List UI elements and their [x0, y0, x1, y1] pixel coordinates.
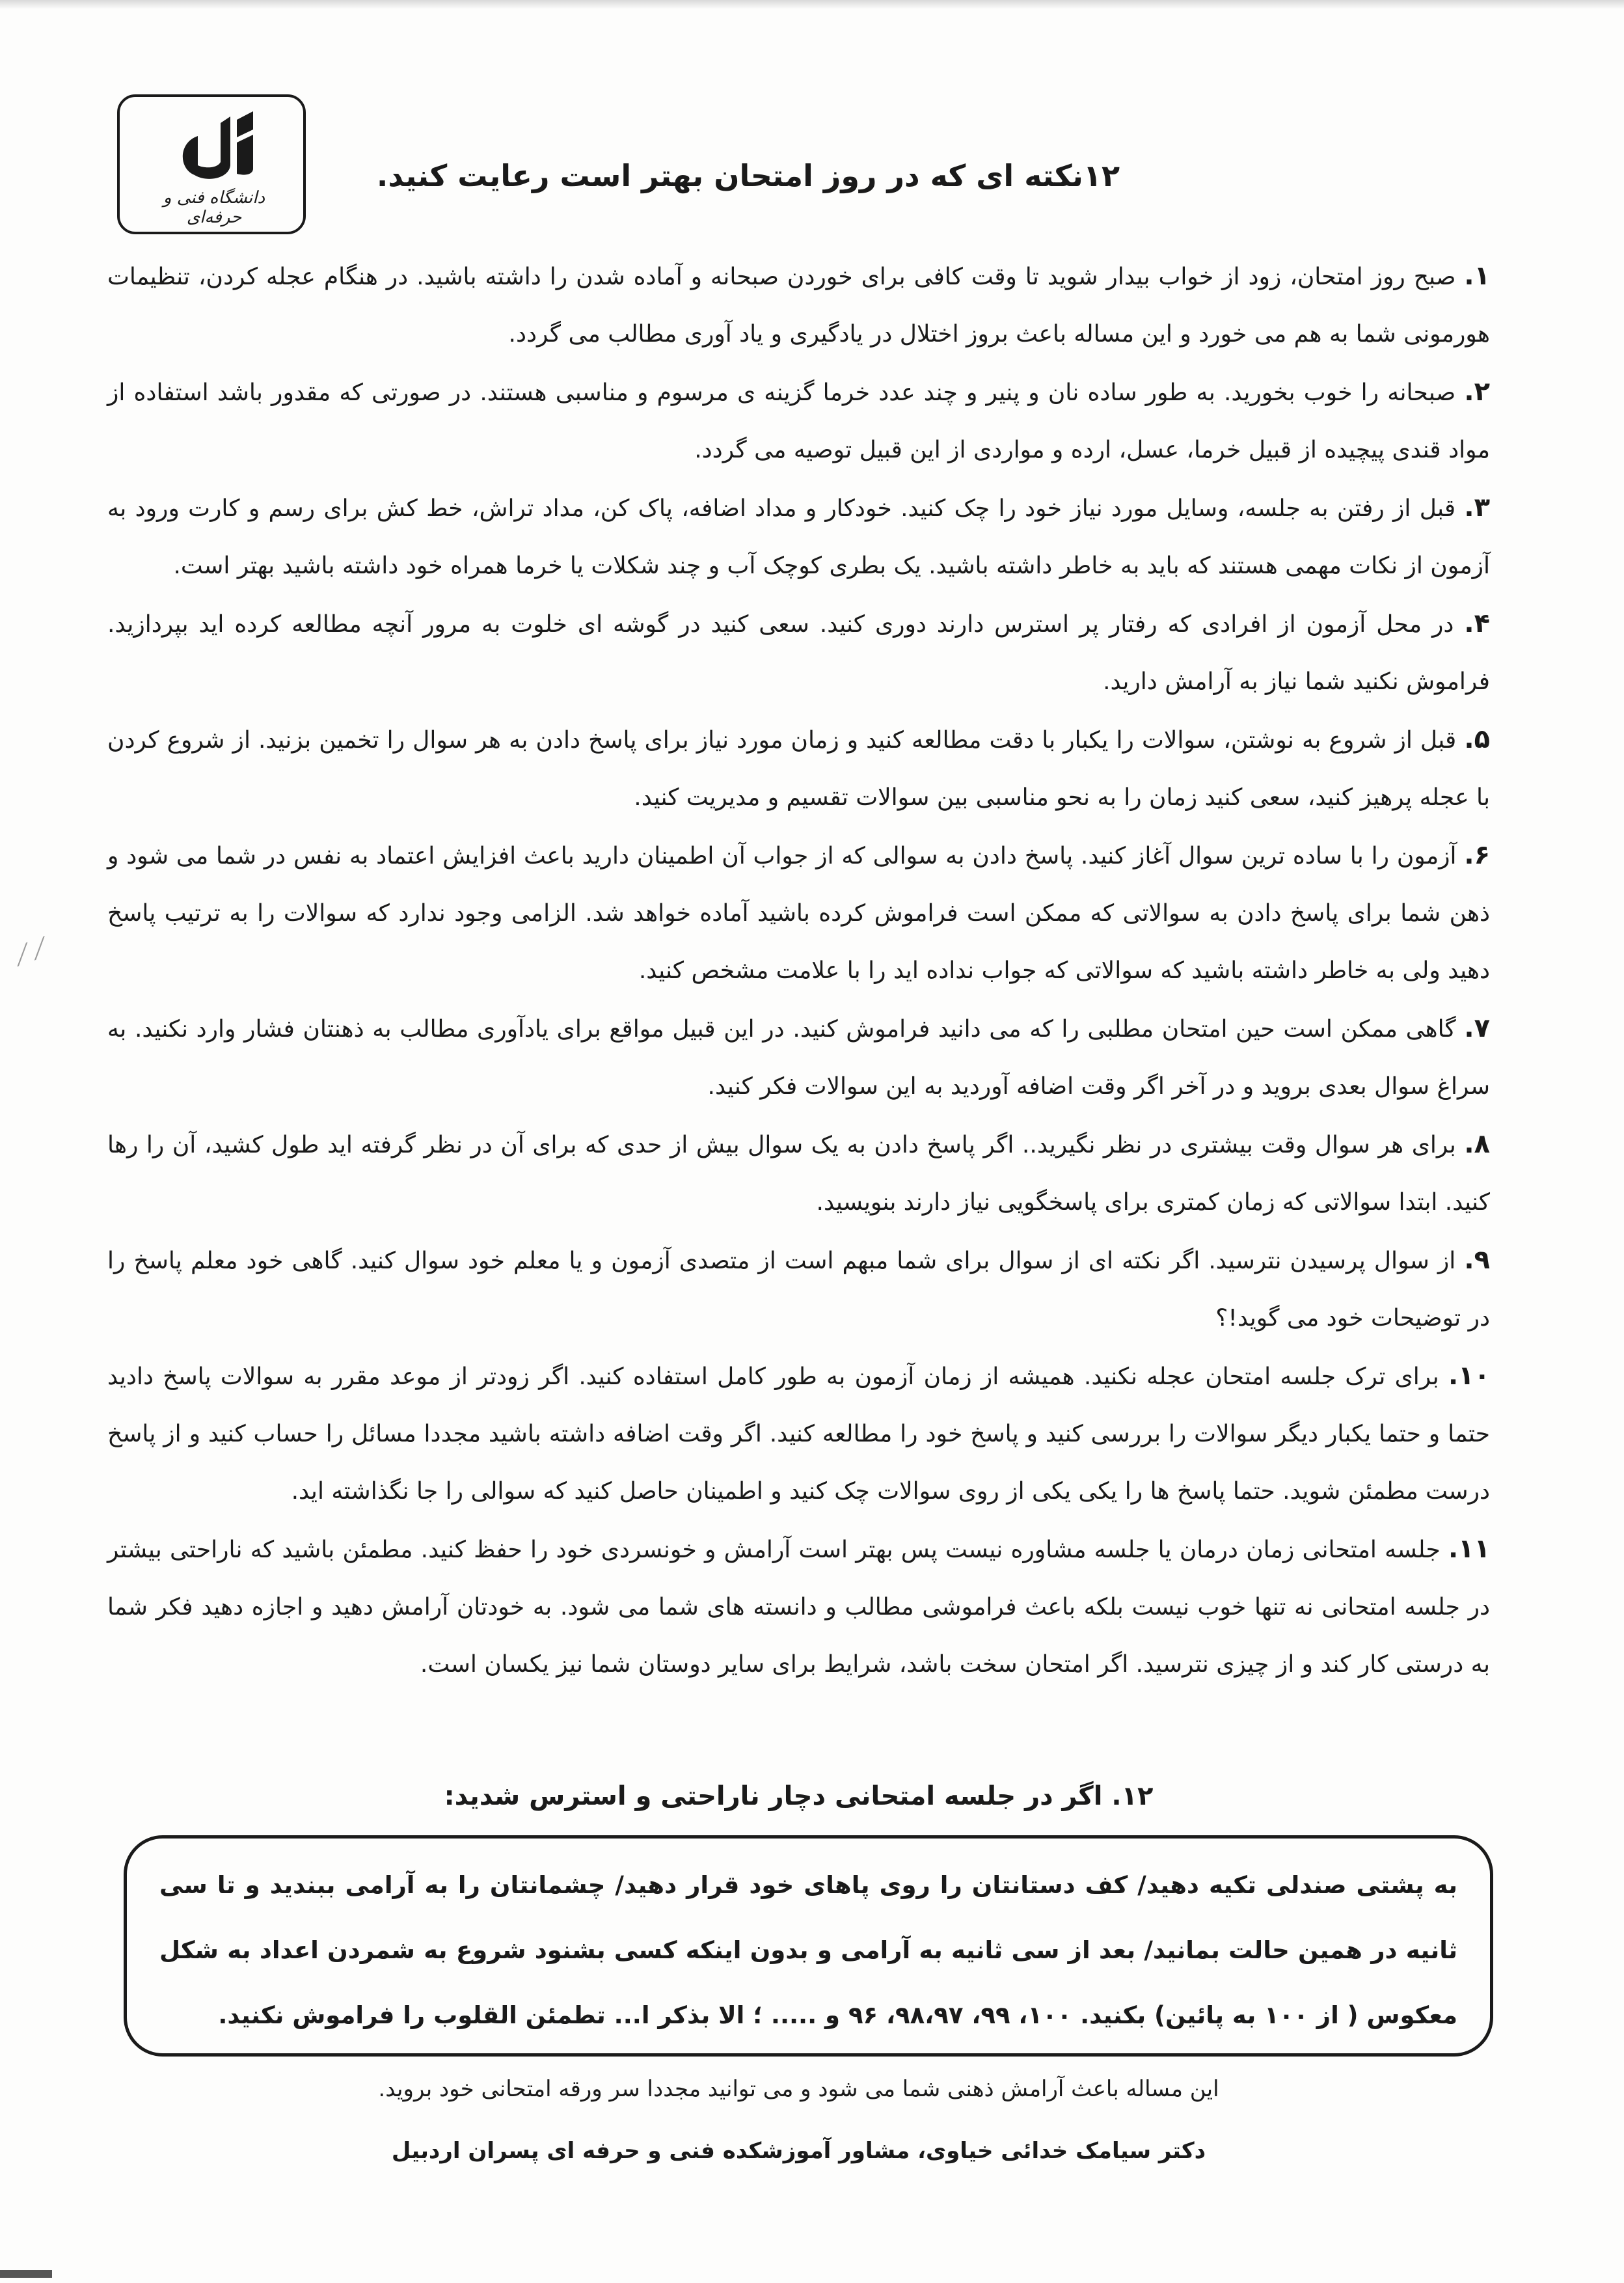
- relaxation-text: به پشتی صندلی تکیه دهید/ کف دستانتان را روی پاهای خود قرار دهید/ چشمانتان را به آرامی ببندید و تا سی ثانیه در همین حالت بمانید/ بعد از سی ثانیه به آرامی و بدون اینکه کسی بشنود شروع به شمردن اعداد به شکل معکوس ( از ۱۰۰ به پائین) بکنید. ۱۰۰، ۹۹، ۹۸،۹۷، ۹۶ و ..... ؛ الا بذکر ا... تطمئن القلوب را فراموش نکنید.: [159, 1871, 1457, 2029]
- tip-number: ۳.: [1464, 493, 1490, 523]
- scan-bottom-strip: [0, 2270, 52, 2278]
- tip-7: [107, 1000, 1490, 1115]
- relaxation-box: [124, 1835, 1493, 2057]
- logo-emblem-icon: [133, 103, 295, 188]
- page-title: ۱۲نکته ای که در روز امتحان بهتر است رعایت کنید.: [376, 158, 1120, 193]
- tip-number: ۱.: [1464, 261, 1490, 291]
- author-signature: دکتر سیامک خدائی خیاوی، مشاور آموزشکده فنی و حرفه ای پسران اردبیل: [391, 2138, 1206, 2164]
- tip-2: [107, 363, 1490, 479]
- tip-12-heading: ۱۲. اگر در جلسه امتحانی دچار ناراحتی و استرس شدید:: [444, 1781, 1154, 1811]
- scan-artifact-mark: ⟋⟋: [8, 931, 54, 973]
- tip-number: ۱۱.: [1448, 1534, 1490, 1564]
- tip-text: گاهی ممکن است حین امتحان مطلبی را که می دانید فراموش کنید. در این قبیل مواقع برای یادآوری مطالب به ذهنتان فشار وارد نکنید. به سراغ سوال بعدی بروید و در آخر اگر وقت اضافه آوردید به این سوالات فکر کنید.: [107, 1016, 1490, 1100]
- tip-text: صبحانه را خوب بخورید. به طور ساده نان و پنیر و چند عدد خرما گزینه ی مرسوم و مناسبی هستند. در صورتی که مقدور باشد استفاده از مواد قندی پیچیده از قبیل خرما، عسل، ارده و مواردی از این قبیل توصیه می گردد.: [107, 379, 1490, 463]
- tip-text: جلسه امتحانی زمان درمان یا جلسه مشاوره نیست پس بهتر است آرامش و خونسردی خود را حفظ کنید. مطمئن باشید که ناراحتی بیشتر در جلسه امتحانی نه تنها خوب نیست بلکه باعث فراموشی مطالب و دانسته های شما می شود. به خودتان آرامش دهید و اجازه دهید فکر شما به درستی کار کند و از چیزی نترسید. اگر امتحان سخت باشد، شرایط برای سایر دوستان شما نیز یکسان است.: [107, 1537, 1490, 1678]
- tip-1: [107, 247, 1490, 363]
- tip-text: قبل از شروع به نوشتن، سوالات را یکبار با دقت مطالعه کنید و زمان مورد نیاز برای پاسخ دادن به هر سوال را تخمین بزنید. از شروع کردن با عجله پرهیز کنید، سعی کنید زمان را به نحو مناسبی بین سوالات تقسیم و مدیریت کنید.: [107, 727, 1490, 811]
- tip-4: [107, 595, 1490, 711]
- tip-8: [107, 1115, 1490, 1231]
- tip-text: برای ترک جلسه امتحان عجله نکنید. همیشه از زمان آزمون به طور کامل استفاده کنید. اگر زودتر از موعد مقرر به سوالات پاسخ دادید حتما و حتما یکبار دیگر سوالات را بررسی کنید و پاسخ خود را مطالعه کنید. اگر وقت اضافه داشته باشید مجددا مسائل را حساب کنید و از پاسخ درست مطمئن شوید. حتما پاسخ ها را یکی یکی از روی سوالات چک کنید و اطمینان حاصل کنید که سوالی را جا نگذاشته اید.: [107, 1363, 1490, 1505]
- closing-note: این مساله باعث آرامش ذهنی شما می شود و می توانید مجددا سر ورقه امتحانی خود بروید.: [378, 2076, 1219, 2102]
- tip-number: ۱۰.: [1448, 1361, 1490, 1391]
- tip-text: آزمون را با ساده ترین سوال آغاز کنید. پاسخ دادن به سوالی که از جواب آن اطمینان دارید باعث افزایش اعتماد به نفس در شما می شود و ذهن شما برای پاسخ دادن به سوالاتی که ممکن است فراموش کرده باشید آماده خواهد شد. الزامی وجود ندارد که سوالات را به ترتیب پاسخ دهید ولی به خاطر داشته باشید که سوالاتی که جواب نداده اید را با علامت مشخص کنید.: [107, 843, 1490, 984]
- tip-6: [107, 827, 1490, 1000]
- tip-9: [107, 1231, 1490, 1347]
- tip-3: [107, 479, 1490, 595]
- tip-number: ۸.: [1464, 1129, 1490, 1159]
- scan-top-edge: [0, 0, 1624, 9]
- tip-number: ۴.: [1464, 608, 1490, 638]
- tip-number: ۲.: [1464, 377, 1490, 407]
- logo-caption: دانشگاه فنی و حرفه‌ای: [163, 188, 265, 227]
- tip-text: در محل آزمون از افرادی که رفتار پر استرس دارند دوری کنید. سعی کنید در گوشه ای خلوت به مرور آنچه مطالعه کرده اید بپردازید. فراموش نکنید شما نیاز به آرامش دارید.: [107, 611, 1490, 695]
- tip-number: ۶.: [1464, 840, 1490, 870]
- tip-5: [107, 711, 1490, 827]
- tip-10: [107, 1347, 1490, 1520]
- tips-list: [107, 247, 1490, 1693]
- tip-11: [107, 1520, 1490, 1693]
- tip-text: قبل از رفتن به جلسه، وسایل مورد نیاز خود را چک کنید. خودکار و مداد اضافه، پاک کن، مداد تراش، خط کش برای رسم و کارت ورود به آزمون از نکات مهمی هستند که باید به خاطر داشته باشید. یک بطری کوچک آب و چند شکلات یا خرما همراه خود داشته باشید بهتر است.: [107, 495, 1490, 579]
- tip-number: ۷.: [1464, 1013, 1490, 1043]
- tip-number: ۹.: [1464, 1245, 1490, 1275]
- tip-number: ۵.: [1464, 724, 1491, 754]
- university-logo: [117, 94, 306, 234]
- tip-text: برای هر سوال وقت بیشتری در نظر نگیرید.. اگر پاسخ دادن به یک سوال بیش از حدی که برای آن در نظر گرفته اید طول کشید، آن را رها کنید. ابتدا سوالاتی که زمان کمتری برای پاسخگویی نیاز دارند بنویسید.: [107, 1132, 1490, 1216]
- tip-text: از سوال پرسیدن نترسید. اگر نکته ای از سوال برای شما مبهم است از متصدی آزمون و یا معلم خود سوال کنید. گاهی خود معلم پاسخ را در توضیحات خود می گوید!؟: [107, 1248, 1490, 1332]
- tip-text: صبح روز امتحان، زود از خواب بیدار شوید تا وقت کافی برای خوردن صبحانه و آماده شدن را داشته باشید. در هنگام عجله کردن، تنظیمات هورمونی شما به هم می خورد و این مساله باعث بروز اختلال در یادگیری و یاد آوری مطالب می گردد.: [107, 264, 1490, 348]
